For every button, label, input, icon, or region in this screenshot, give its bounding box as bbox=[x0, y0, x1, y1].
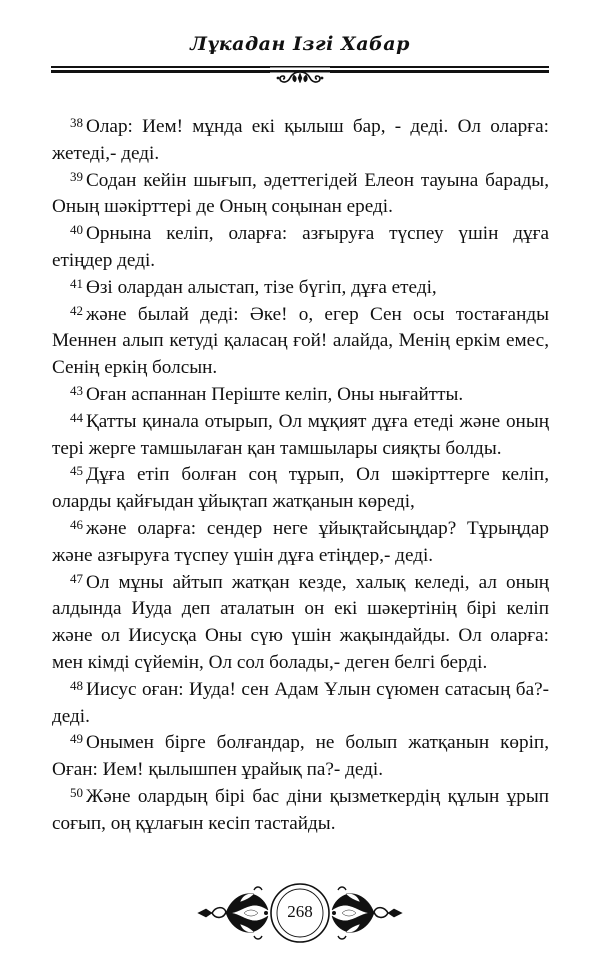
verse-text: Олар: Ием! мұнда екі қылыш бар, - деді. Ол оларға: жетеді,- деді. bbox=[52, 116, 549, 164]
page-number: 268 bbox=[287, 902, 313, 921]
verse-number: 38 bbox=[70, 115, 83, 130]
verse-number: 41 bbox=[70, 275, 83, 291]
verse-number: 42 bbox=[70, 302, 83, 318]
verse-text: Қатты қинала отырып, Ол мұқият дұға етеді және оның тері жерге тамшылаған қан тамшылары сияқты болды. bbox=[52, 410, 549, 459]
running-header-title: Лұкадан Ізгі Хабар bbox=[190, 33, 410, 55]
verse-48 bbox=[52, 677, 549, 731]
verse-number: 47 bbox=[70, 570, 83, 586]
verse-number: 50 bbox=[70, 784, 83, 800]
verse-42 bbox=[52, 302, 549, 382]
verse-text: Және олардың бірі бас діни қызметкердің құлын ұрып соғып, оң құлағын кесіп тастайды. bbox=[52, 785, 549, 834]
verse-number: 46 bbox=[70, 516, 83, 532]
verse-45 bbox=[52, 462, 549, 516]
verse-40 bbox=[52, 221, 549, 275]
verse-text: Оған аспаннан Періште келіп, Оны нығайтты. bbox=[86, 383, 464, 405]
verse-text: Ол мұны айтып жатқан кезде, халық келеді, ал оның алдында Иуда деп аталатын он екі шәкертінің бірі келіп және ол Иисусқа Оны сүю үшін жақындайды. Ол оларға: мен кімді сүйемін, Ол сол болады,- деген белгі берді. bbox=[52, 571, 549, 673]
verse-49 bbox=[52, 730, 549, 784]
verse-39 bbox=[52, 168, 549, 222]
verse-text: Дұға етіп болған соң тұрып, Ол шәкірттерге келіп, оларды қайғыдан ұйықтап жатқанын көреді, bbox=[52, 464, 549, 513]
verse-46 bbox=[52, 516, 549, 570]
verse-41 bbox=[52, 275, 549, 302]
verse-number: 49 bbox=[70, 731, 83, 747]
verse-number: 45 bbox=[70, 463, 83, 479]
verse-text: және былай деді: Әке! о, егер Сен осы тостағанды Меннен алып кетуді қаласаң ғой! алайда, Менің еркім емес, Сенің еркің болсын. bbox=[52, 303, 549, 379]
verse-number: 39 bbox=[70, 168, 83, 184]
verse-43 bbox=[52, 382, 549, 409]
verse-number: 44 bbox=[70, 409, 83, 425]
verse-number: 40 bbox=[70, 222, 83, 238]
verse-44 bbox=[52, 409, 549, 463]
floral-scroll-divider-icon bbox=[270, 66, 330, 86]
verse-number: 43 bbox=[70, 382, 83, 398]
verse-text: Орнына келіп, оларға: азғыруға түспеу үшін дұға етіңдер деді. bbox=[52, 223, 549, 271]
verse-text: және оларға: сендер неге ұйықтайсыңдар? Тұрыңдар және азғыруға түспеу үшін дұға етіңдер,- деді. bbox=[52, 517, 549, 566]
verse-47 bbox=[52, 570, 549, 677]
verse-text: Онымен бірге болғандар, не болып жатқанын көріп, Оған: Ием! қылышпен ұрайық па?- деді. bbox=[52, 732, 549, 781]
verse-text: Иисус оған: Иуда! сен Адам Ұлын сүюмен сатасың ба?- деді. bbox=[52, 678, 549, 727]
verse-38 bbox=[52, 114, 549, 168]
verse-50 bbox=[52, 784, 549, 838]
verse-text: Содан кейін шығып, әдеттегідей Елеон тауына барады, Оның шәкірттері де Оның соңынан ереді. bbox=[52, 169, 549, 218]
scripture-text bbox=[52, 114, 549, 838]
verse-number: 48 bbox=[70, 677, 83, 693]
verse-text: Өзі олардан алыстап, тізе бүгіп, дұға етеді, bbox=[86, 276, 437, 298]
